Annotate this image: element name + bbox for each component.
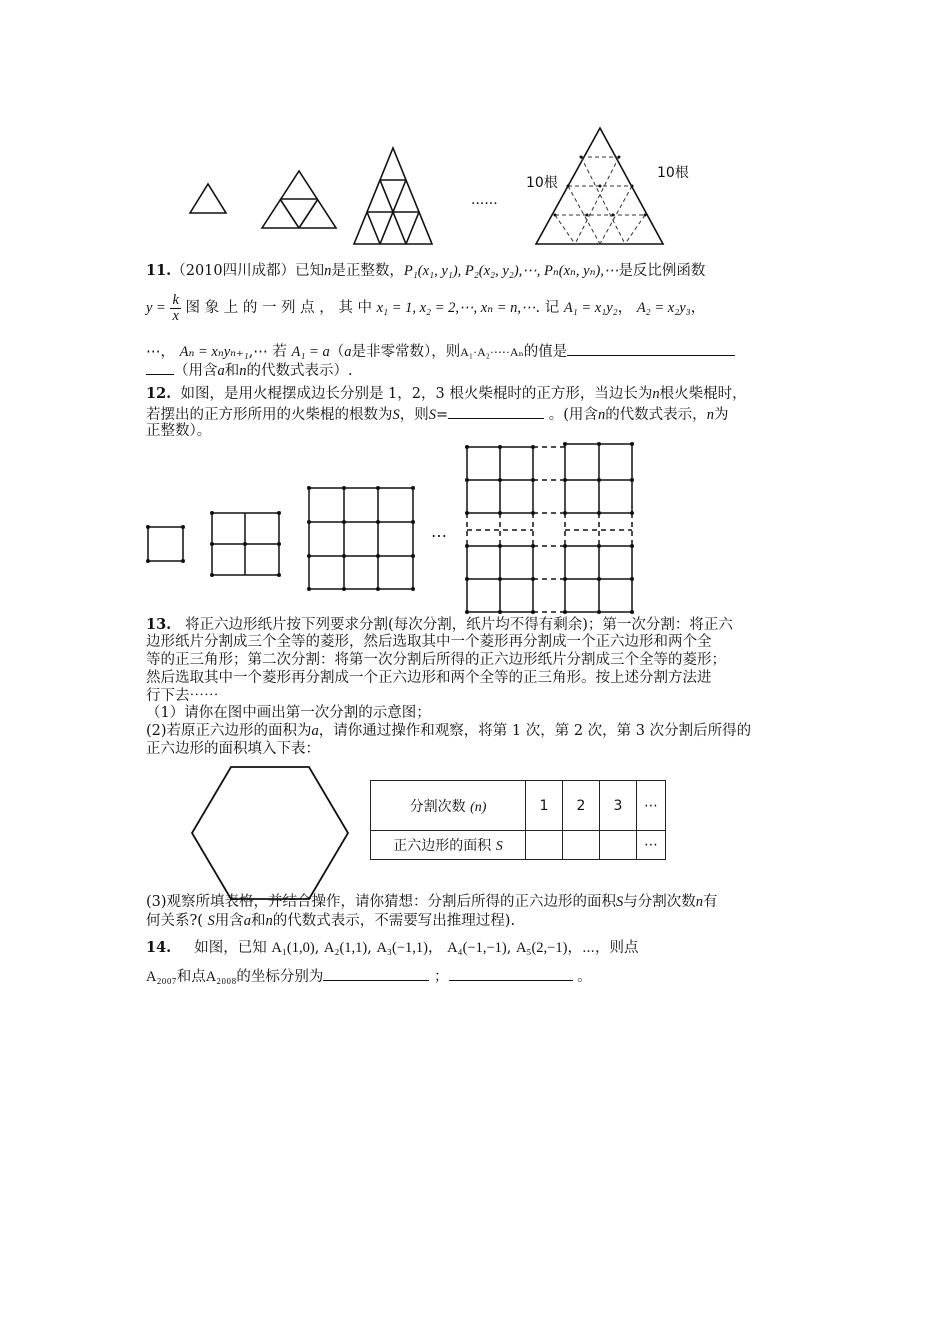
triangle-pattern-figure (180, 120, 720, 250)
q11-line4: （用含a和n的代数式表示）. (146, 360, 353, 380)
table-cell-area-3[interactable] (600, 831, 637, 860)
q13-part3: (3)观察所填表格，并结合操作，请你猜想：分割后所得的正六边形的面积S与分割次数n有 (146, 894, 718, 910)
table-header-split-count: 分割次数 (n) (371, 781, 526, 831)
answer-blank-11-cont[interactable] (146, 360, 174, 375)
q13-part3-cont: 何关系?( S用含a和n的代数式表示，不需要写出推理过程). (146, 913, 516, 929)
question-number: 11. (146, 262, 172, 279)
triangle-side-1 (190, 184, 226, 213)
triangle-ellipsis: ...... (471, 192, 498, 208)
q12-line2: 若摆出的正方形所用的火柴棍的根数为S，则S= 。(用含n的代数式表示，n为 (146, 404, 728, 424)
square-side-1 (148, 527, 183, 561)
matchstick-ellipsis: ⋯ (431, 526, 447, 545)
fraction-k-over-x: $\frac{k}{x}$ (172, 291, 179, 324)
q13-line1: 13. 将正六边形纸片按下列要求分割(每次分割，纸片均不得有剩余)；第一次分割：将正六 (146, 616, 733, 633)
q14-line2: A₂₀₀₇和点A₂₀₀₈的坐标分别为 ； 。 (146, 966, 592, 986)
q12-line3: 正整数）。 (146, 423, 212, 439)
q13-line2: 边形纸片分割成三个全等的菱形，然后选取其中一个菱形再分割成一个正六边形和两个全 (146, 634, 712, 650)
triangle-side-3 (354, 148, 432, 244)
q11-line2: y = $\frac{k}{x}$ 图 象 上 的 一 列 点 ， 其 中 x₁ = 1, x₂ = 2,⋯, xₙ = n,⋯. 记 A₁ = x₁y₂， A₂ = x₂y₃， (146, 291, 706, 324)
table-cell-area-ellipsis: ⋯ (637, 831, 666, 860)
table-cell-area-2[interactable] (563, 831, 600, 860)
label-10-right: 10根 (657, 165, 689, 181)
table-col-3: 3 (600, 781, 637, 831)
question-number: 13. (146, 616, 172, 633)
q11-line3: ⋯， Aₙ = xₙyₙ₊₁,⋯ 若 A₁ = a（a是非零常数），则A₁·A₂·⋯·Aₙ的值是 (146, 341, 735, 361)
q13-part2: (2)若原正六边形的面积为a，请你通过操作和观察，将第 1 次，第 2 次，第 3 次分割后所得的 (146, 723, 752, 739)
question-number: 14. (146, 939, 172, 956)
table-header-area: 正六边形的面积 S (371, 831, 526, 860)
q11-line1: 11.（2010四川成都）已知n是正整数，P₁(x₁, y₁), P₂(x₂, y₂),⋯, Pₙ(xₙ, yₙ),⋯是反比例函数 (146, 262, 706, 279)
table-col-2: 2 (563, 781, 600, 831)
q13-part2-cont: 正六边形的面积填入下表： (146, 741, 320, 757)
answer-blank-14b[interactable] (449, 966, 573, 981)
q13-part1: （1）请你在图中画出第一次分割的示意图； (146, 705, 431, 721)
question-number: 12. (146, 385, 172, 402)
answer-blank-11[interactable] (567, 341, 735, 356)
square-side-3 (309, 488, 413, 589)
answer-blank-12[interactable] (448, 404, 544, 419)
q12-line1: 12. 如图，是用火棍摆成边长分别是 1，2，3 根火柴棍时的正方形，当边长为n根火柴棍时， (146, 385, 747, 402)
table-col-1: 1 (526, 781, 563, 831)
answer-blank-14a[interactable] (323, 966, 429, 981)
hexagon-area-table (370, 780, 666, 860)
q13-line5: 行下去⋯⋯ (146, 688, 219, 704)
matchstick-squares-figure (140, 440, 640, 620)
table-cell-area-1[interactable] (526, 831, 563, 860)
q13-line4: 然后选取其中一个菱形再分割成一个正六边形和两个全等的正三角形。按上述分割方法进 (146, 670, 712, 686)
label-10-left: 10根 (526, 175, 558, 191)
table-col-ellipsis: ⋯ (637, 781, 666, 831)
hexagon-figure (185, 764, 355, 902)
q14-line1: 14. 如图，已知 A₁(1,0), A₂(1,1), A₃(−1,1)， A₄(−1,−1), A₅(2,−1)，⋯，则点 (146, 939, 639, 956)
q13-line3: 等的正三角形；第二次分割：将第一次分割后所得的正六边形纸片分割成三个全等的菱形； (146, 652, 726, 668)
